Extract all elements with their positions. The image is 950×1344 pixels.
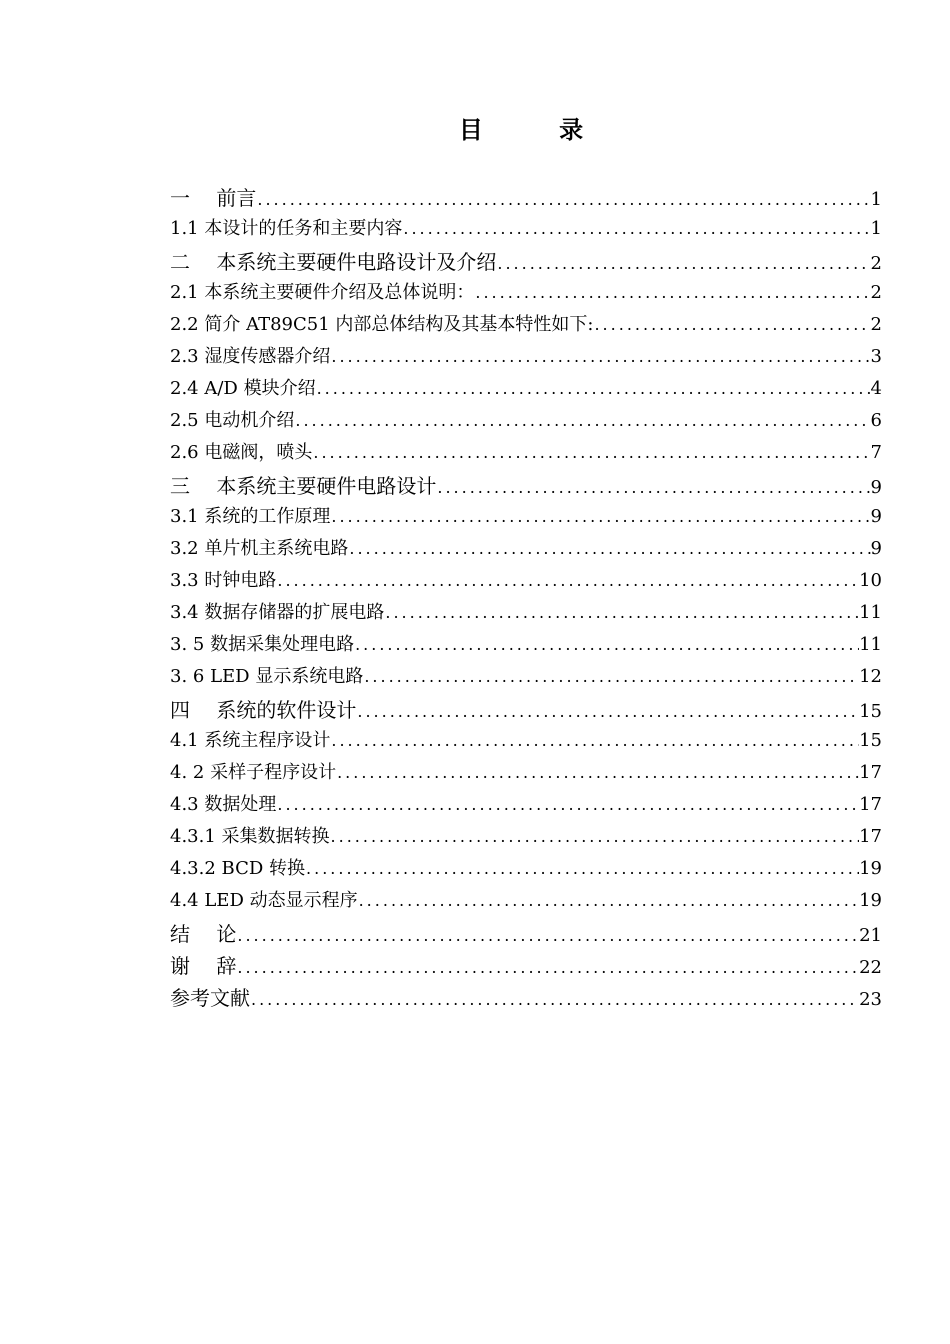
toc-dot-leader xyxy=(330,731,859,750)
toc-entry[interactable] xyxy=(170,278,882,310)
toc-entry-label: 二 本系统主要硬件电路设计及介绍 xyxy=(170,250,497,274)
toc-entry[interactable] xyxy=(170,342,882,374)
toc-dot-leader xyxy=(436,478,870,497)
toc-entry-label: 2.4 A/D 模块介绍 xyxy=(170,378,316,399)
toc-entry-label: 4.1 系统主程序设计 xyxy=(170,730,331,751)
toc-entry-page-number: 7 xyxy=(870,442,882,463)
toc-entry-page-number: 17 xyxy=(859,826,882,847)
toc-entry-page-number: 19 xyxy=(859,890,882,911)
toc-dot-leader xyxy=(348,539,870,558)
toc-dot-leader xyxy=(305,859,859,878)
toc-entry-page-number: 22 xyxy=(859,957,882,978)
toc-dot-leader xyxy=(384,603,859,622)
toc-dot-leader xyxy=(356,702,859,721)
toc-entry[interactable] xyxy=(170,694,882,726)
toc-entry-page-number: 17 xyxy=(859,794,882,815)
toc-entry-label: 结 论 xyxy=(170,922,237,946)
toc-dot-leader xyxy=(358,891,860,910)
toc-entry-page-number: 3 xyxy=(870,346,882,367)
toc-entry-label: 三 本系统主要硬件电路设计 xyxy=(170,474,437,498)
toc-entry[interactable] xyxy=(170,534,882,566)
toc-entry-label: 2.2 简介 AT89C51 内部总体结构及其基本特性如下: xyxy=(170,314,594,335)
toc-entry-page-number: 6 xyxy=(870,410,882,431)
table-of-contents xyxy=(170,182,882,1014)
toc-dot-leader xyxy=(330,347,870,366)
toc-entry[interactable] xyxy=(170,310,882,342)
toc-entry-label: 一 前言 xyxy=(170,186,257,210)
toc-entry-page-number: 9 xyxy=(870,477,882,498)
toc-entry[interactable] xyxy=(170,566,882,598)
toc-entry[interactable] xyxy=(170,886,882,918)
toc-entry-label: 2.3 湿度传感器介绍 xyxy=(170,346,331,367)
toc-entry-label: 3. 6 LED 显示系统电路 xyxy=(170,666,364,687)
toc-dot-leader xyxy=(336,763,859,782)
toc-entry[interactable] xyxy=(170,214,882,246)
toc-entry-page-number: 2 xyxy=(870,282,882,303)
toc-entry[interactable] xyxy=(170,854,882,886)
toc-entry-label: 2.6 电磁阀，喷头 xyxy=(170,442,313,463)
toc-entry-page-number: 19 xyxy=(859,858,882,879)
toc-dot-leader xyxy=(330,827,860,846)
toc-entry[interactable] xyxy=(170,598,882,630)
toc-entry-label: 3.3 时钟电路 xyxy=(170,570,277,591)
toc-entry-label: 2.1 本系统主要硬件介绍及总体说明： xyxy=(170,282,475,303)
toc-dot-leader xyxy=(276,795,859,814)
toc-entry-label: 3.2 单片机主系统电路 xyxy=(170,538,349,559)
toc-entry-label: 4.3.2 BCD 转换 xyxy=(170,858,306,879)
toc-entry[interactable] xyxy=(170,630,882,662)
toc-entry[interactable] xyxy=(170,502,882,534)
toc-entry[interactable] xyxy=(170,790,882,822)
toc-entry-page-number: 23 xyxy=(859,989,882,1010)
toc-entry-page-number: 21 xyxy=(859,925,882,946)
toc-entry-label: 4.3.1 采集数据转换 xyxy=(170,826,330,847)
toc-entry[interactable] xyxy=(170,758,882,790)
page-title: 目 录 xyxy=(458,116,618,144)
toc-dot-leader xyxy=(402,219,870,238)
toc-entry-label: 2.5 电动机介绍 xyxy=(170,410,295,431)
toc-entry-page-number: 15 xyxy=(859,730,882,751)
toc-entry-page-number: 10 xyxy=(859,570,882,591)
toc-entry[interactable] xyxy=(170,438,882,470)
toc-entry[interactable] xyxy=(170,470,882,502)
toc-entry-page-number: 11 xyxy=(859,602,882,623)
toc-entry-page-number: 9 xyxy=(870,506,882,527)
toc-entry-label: 4.3 数据处理 xyxy=(170,794,277,815)
toc-entry-label: 谢 辞 xyxy=(170,954,237,978)
toc-entry-page-number: 15 xyxy=(859,701,882,722)
toc-entry[interactable] xyxy=(170,726,882,758)
toc-dot-leader xyxy=(496,254,870,273)
toc-entry-label: 4. 2 采样子程序设计 xyxy=(170,762,337,783)
toc-dot-leader xyxy=(354,635,859,654)
toc-entry-label: 3. 5 数据采集处理电路 xyxy=(170,634,355,655)
toc-entry[interactable] xyxy=(170,374,882,406)
toc-entry[interactable] xyxy=(170,182,882,214)
toc-entry-page-number: 11 xyxy=(859,634,882,655)
toc-entry[interactable] xyxy=(170,662,882,694)
toc-entry-label: 4.4 LED 动态显示程序 xyxy=(170,890,358,911)
toc-dot-leader xyxy=(250,990,859,1009)
toc-entry[interactable] xyxy=(170,982,882,1014)
toc-entry-label: 1.1 本设计的任务和主要内容 xyxy=(170,218,403,239)
toc-entry-label: 3.1 系统的工作原理 xyxy=(170,506,331,527)
toc-dot-leader xyxy=(276,571,859,590)
toc-entry-label: 四 系统的软件设计 xyxy=(170,698,357,722)
toc-entry-page-number: 17 xyxy=(859,762,882,783)
toc-dot-leader xyxy=(474,283,870,302)
toc-dot-leader xyxy=(236,926,859,945)
toc-entry-page-number: 4 xyxy=(870,378,882,399)
toc-entry-page-number: 2 xyxy=(870,253,882,274)
toc-entry[interactable] xyxy=(170,918,882,950)
toc-dot-leader xyxy=(593,315,870,334)
toc-dot-leader xyxy=(312,443,870,462)
toc-dot-leader xyxy=(236,958,859,977)
toc-entry-label: 参考文献 xyxy=(170,986,250,1010)
toc-entry-page-number: 2 xyxy=(870,314,882,335)
toc-entry[interactable] xyxy=(170,822,882,854)
toc-entry[interactable] xyxy=(170,950,882,982)
toc-dot-leader xyxy=(256,190,870,209)
toc-entry-page-number: 1 xyxy=(870,189,882,210)
toc-entry-label: 3.4 数据存储器的扩展电路 xyxy=(170,602,385,623)
toc-entry-page-number: 12 xyxy=(859,666,882,687)
toc-entry[interactable] xyxy=(170,246,882,278)
toc-dot-leader xyxy=(330,507,870,526)
toc-dot-leader xyxy=(363,667,859,686)
toc-entry[interactable] xyxy=(170,406,882,438)
toc-dot-leader xyxy=(316,379,871,398)
toc-dot-leader xyxy=(294,411,870,430)
toc-entry-page-number: 9 xyxy=(870,538,882,559)
toc-entry-page-number: 1 xyxy=(870,218,882,239)
